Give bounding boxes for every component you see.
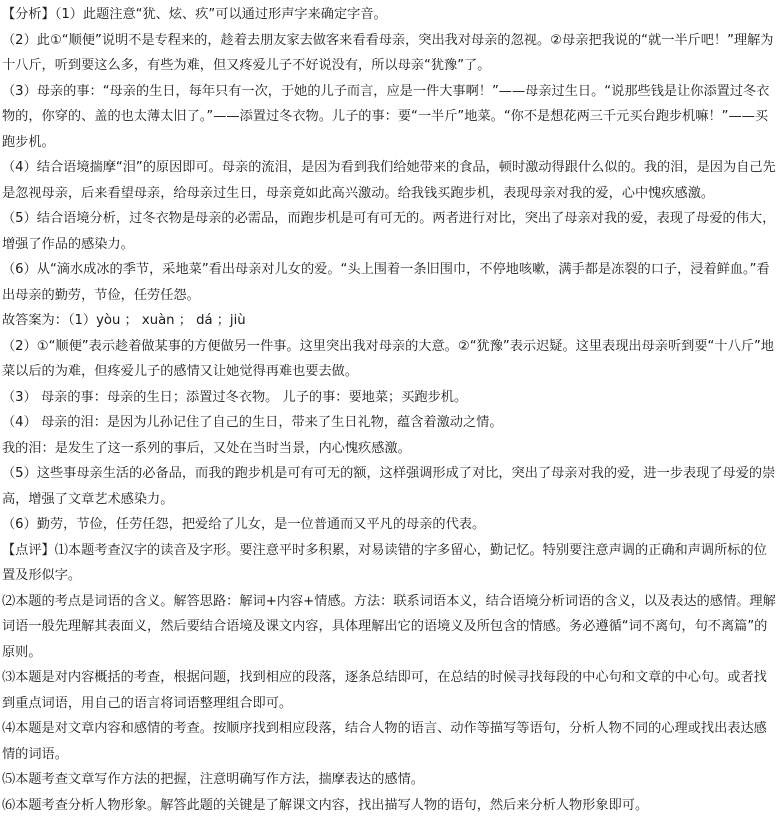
analysis-item-2: （2）此①“顺便”说明不是专程来的，趁着去朋友家去做客来看看母亲，突出我对母亲的忽视。②母亲把我说的“就一半斤吧！”理解为十八斤，听到要这么多，有些为难，但又疼爱儿子不好说没有，所以母亲“犹豫”了。	[2, 28, 778, 79]
comment-item-2: ⑵本题的考点是词语的含义。解答思路：解词+内容+情感。方法：联系词语本义，结合语境分析词语的含义，以及表达的感情。理解词语一般先理解其表面义，然后要结合语境及课文内容，具体理解出它的语境义及所包含的情感。务必遵循“词不离句，句不离篇”的原则。	[2, 589, 778, 666]
answer-item-5: （5）这些事母亲生活的必备品，而我的跑步机是可有可无的额，这样强调形成了对比，突出了母亲对我的爱，进一步表现了母爱的崇高，增强了文章艺术感染力。	[2, 461, 778, 512]
answer-item-1: 故答案为：（1）yòu ； xuàn ； dá ；jiù	[2, 308, 778, 334]
comment-item-3: ⑶本题是对内容概括的考查，根据问题，找到相应的段落，逐条总结即可，在总结的时候寻找每段的中心句和文章的中心句。或者找到重点词语，用自己的语言将词语整理组合即可。	[2, 665, 778, 716]
comment-item-4: ⑷本题是对文章内容和感情的考查。按顺序找到相应段落，结合人物的语言、动作等描写等语句，分析人物不同的心理或找出表达感情的词语。	[2, 716, 778, 767]
answer-item-6: （6）勤劳，节俭，任劳任怨，把爱给了儿女，是一位普通而又平凡的母亲的代表。	[2, 512, 778, 538]
analysis-item-6: （6）从“滴水成冰的季节，采地菜”看出母亲对儿女的爱。“头上围着一条旧围巾，不停地咳嗽，满手都是冻裂的口子，浸着鲜血。”看出母亲的勤劳，节俭，任劳任怨。	[2, 257, 778, 308]
comment-item-6: ⑹本题考查分析人物形象。解答此题的关键是了解课文内容，找出描写人物的语句，然后来分析人物形象即可。	[2, 793, 778, 818]
answer-item-4-me: 我的泪：是发生了这一系列的事后，又处在当时当景，内心愧疚感激。	[2, 436, 778, 462]
analysis-heading-item-1: 【分析】（1）此题注意“犹、炫、疚”可以通过形声字来确定字音。	[2, 2, 778, 28]
answer-item-3: （3） 母亲的事：母亲的生日；添置过冬衣物。 儿子的事：要地菜；买跑步机。	[2, 385, 778, 411]
analysis-item-5: （5）结合语境分析，过冬衣物是母亲的必需品，而跑步机是可有可无的。两者进行对比，突出了母亲对我的爱，表现了母爱的伟大，增强了作品的感染力。	[2, 206, 778, 257]
comment-item-5: ⑸本题考查文章写作方法的把握，注意明确写作方法，揣摩表达的感情。	[2, 767, 778, 793]
analysis-item-4: （4）结合语境揣摩“泪”的原因即可。母亲的流泪，是因为看到我们给她带来的食品，顿时激动得跟什么似的。我的泪，是因为自己先是忽视母亲，后来看望母亲，给母亲过生日，母亲竟如此高兴激动。给我钱买跑步机，表现母亲对我的爱，心中愧疚感激。	[2, 155, 778, 206]
answer-item-2: （2）①“顺便”表示趁着做某事的方便做另一件事。这里突出我对母亲的大意。②“犹豫”表示迟疑。这里表现出母亲听到要“十八斤”地菜以后的为难，但疼爱儿子的感情又让她觉得再难也要去做。	[2, 334, 778, 385]
comment-item-1: 【点评】⑴本题考查汉字的读音及字形。要注意平时多积累，对易读错的字多留心，勤记忆。特别要注意声调的正确和声调所标的位置及形似字。	[2, 538, 778, 589]
answer-item-4-mother: （4） 母亲的泪：是因为儿孙记住了自己的生日，带来了生日礼物，蕴含着激动之情。	[2, 410, 778, 436]
analysis-item-3: （3）母亲的事：“母亲的生日，每年只有一次，于她的儿子而言，应是一件大事啊！”——母亲过生日。“说那些钱是让你添置过冬衣物的，你穿的、盖的也太薄太旧了。”——添置过冬衣物。儿子的事：要“一半斤”地菜。“你不是想花两三千元买台跑步机嘛！”——买跑步机。	[2, 79, 778, 156]
